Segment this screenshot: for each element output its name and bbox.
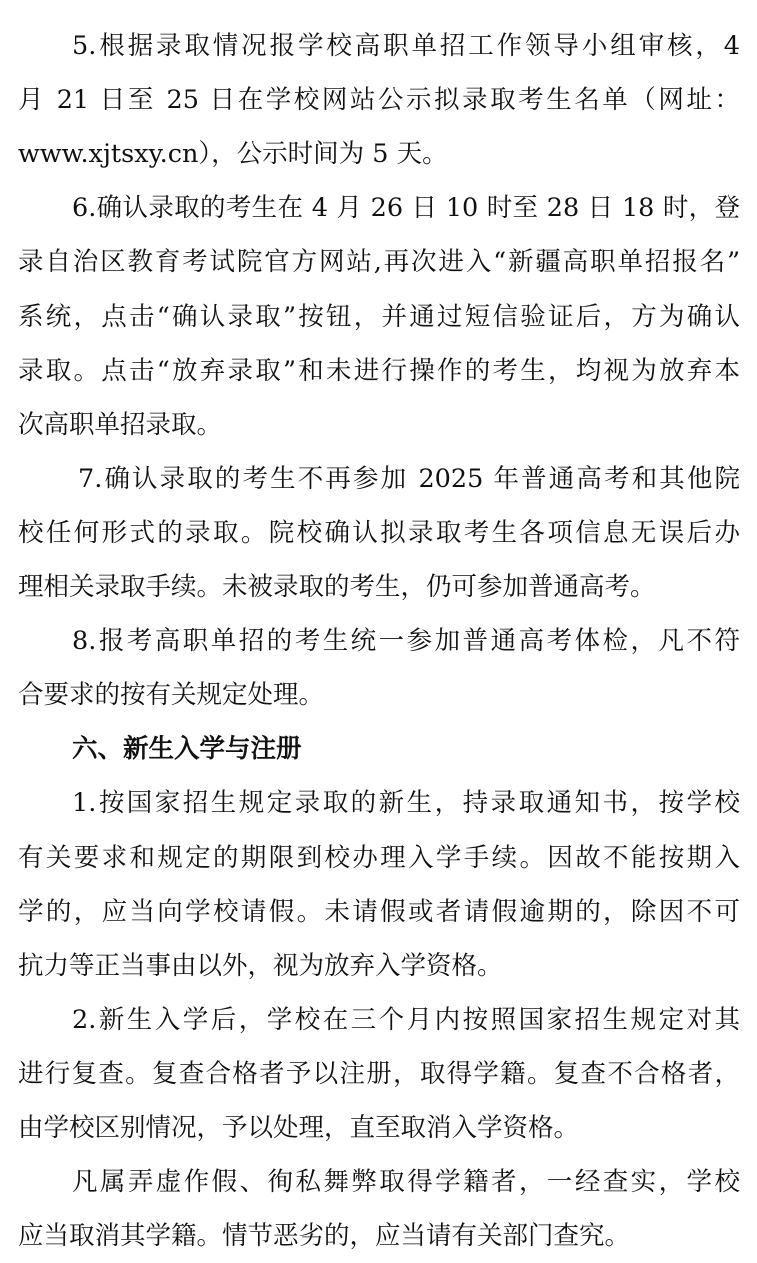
paragraph-5-line-3: www.xjtsxy.cn），公示时间为 5 天。 [18,139,448,170]
paragraph-6-line-2: 录自治区教育考试院官方网站,再次进入“新疆高职单招报名” [18,247,740,278]
section-paragraph-3-line-2: 应当取消其学籍。情节恶劣的，应当请有关部门查究。 [18,1221,631,1252]
paragraph-8-line-2: 合要求的按有关规定处理。 [18,680,325,711]
paragraph-6-line-3: 系统，点击“确认录取”按钮，并通过短信验证后，方为确认 [18,301,740,332]
paragraph-6-line-4: 录取。点击“放弃录取”和未进行操作的考生，均视为放弃本 [18,355,740,386]
section-paragraph-1-line-4: 抗力等正当事由以外，视为放弃入学资格。 [18,950,503,981]
paragraph-5-line-2: 月 21 日至 25 日在学校网站公示拟录取考生名单（网址： [18,85,740,116]
section-paragraph-2-line-1: 2.新生入学后，学校在三个月内按照国家招生规定对其 [72,1004,740,1035]
section-paragraph-1-line-3: 学的，应当向学校请假。未请假或者请假逾期的，除因不可 [18,896,740,927]
paragraph-5-line-1: 5.根据录取情况报学校高职单招工作领导小组审核，4 [72,31,740,61]
paragraph-6-line-5: 次高职单招录取。 [18,409,223,440]
paragraph-8-line-1: 8.报考高职单招的考生统一参加普通高考体检，凡不符 [72,626,740,657]
paragraph-7-line-1: 7.确认录取的考生不再参加 2025 年普通高考和其他院 [78,463,740,494]
section-heading: 六、新生入学与注册 [72,734,302,765]
paragraph-7-line-3: 理相关录取手续。未被录取的考生，仍可参加普通高考。 [18,572,656,602]
section-paragraph-1-line-2: 有关要求和规定的期限到校办理入学手续。因故不能按期入 [18,842,740,873]
paragraph-7-line-2: 校任何形式的录取。院校确认拟录取考生各项信息无误后办 [18,517,740,548]
section-paragraph-3-line-1: 凡属弄虚作假、徇私舞弊取得学籍者，一经查实，学校 [72,1167,740,1198]
section-paragraph-1-line-1: 1.按国家招生规定录取的新生，持录取通知书，按学校 [72,788,740,819]
paragraph-6-line-1: 6.确认录取的考生在 4 月 26 日 10 时至 28 日 18 时，登 [72,193,740,224]
section-paragraph-2-line-3: 由学校区别情况，予以处理，直至取消入学资格。 [18,1113,580,1143]
section-paragraph-2-line-2: 进行复查。复查合格者予以注册，取得学籍。复查不合格者， [18,1058,740,1089]
